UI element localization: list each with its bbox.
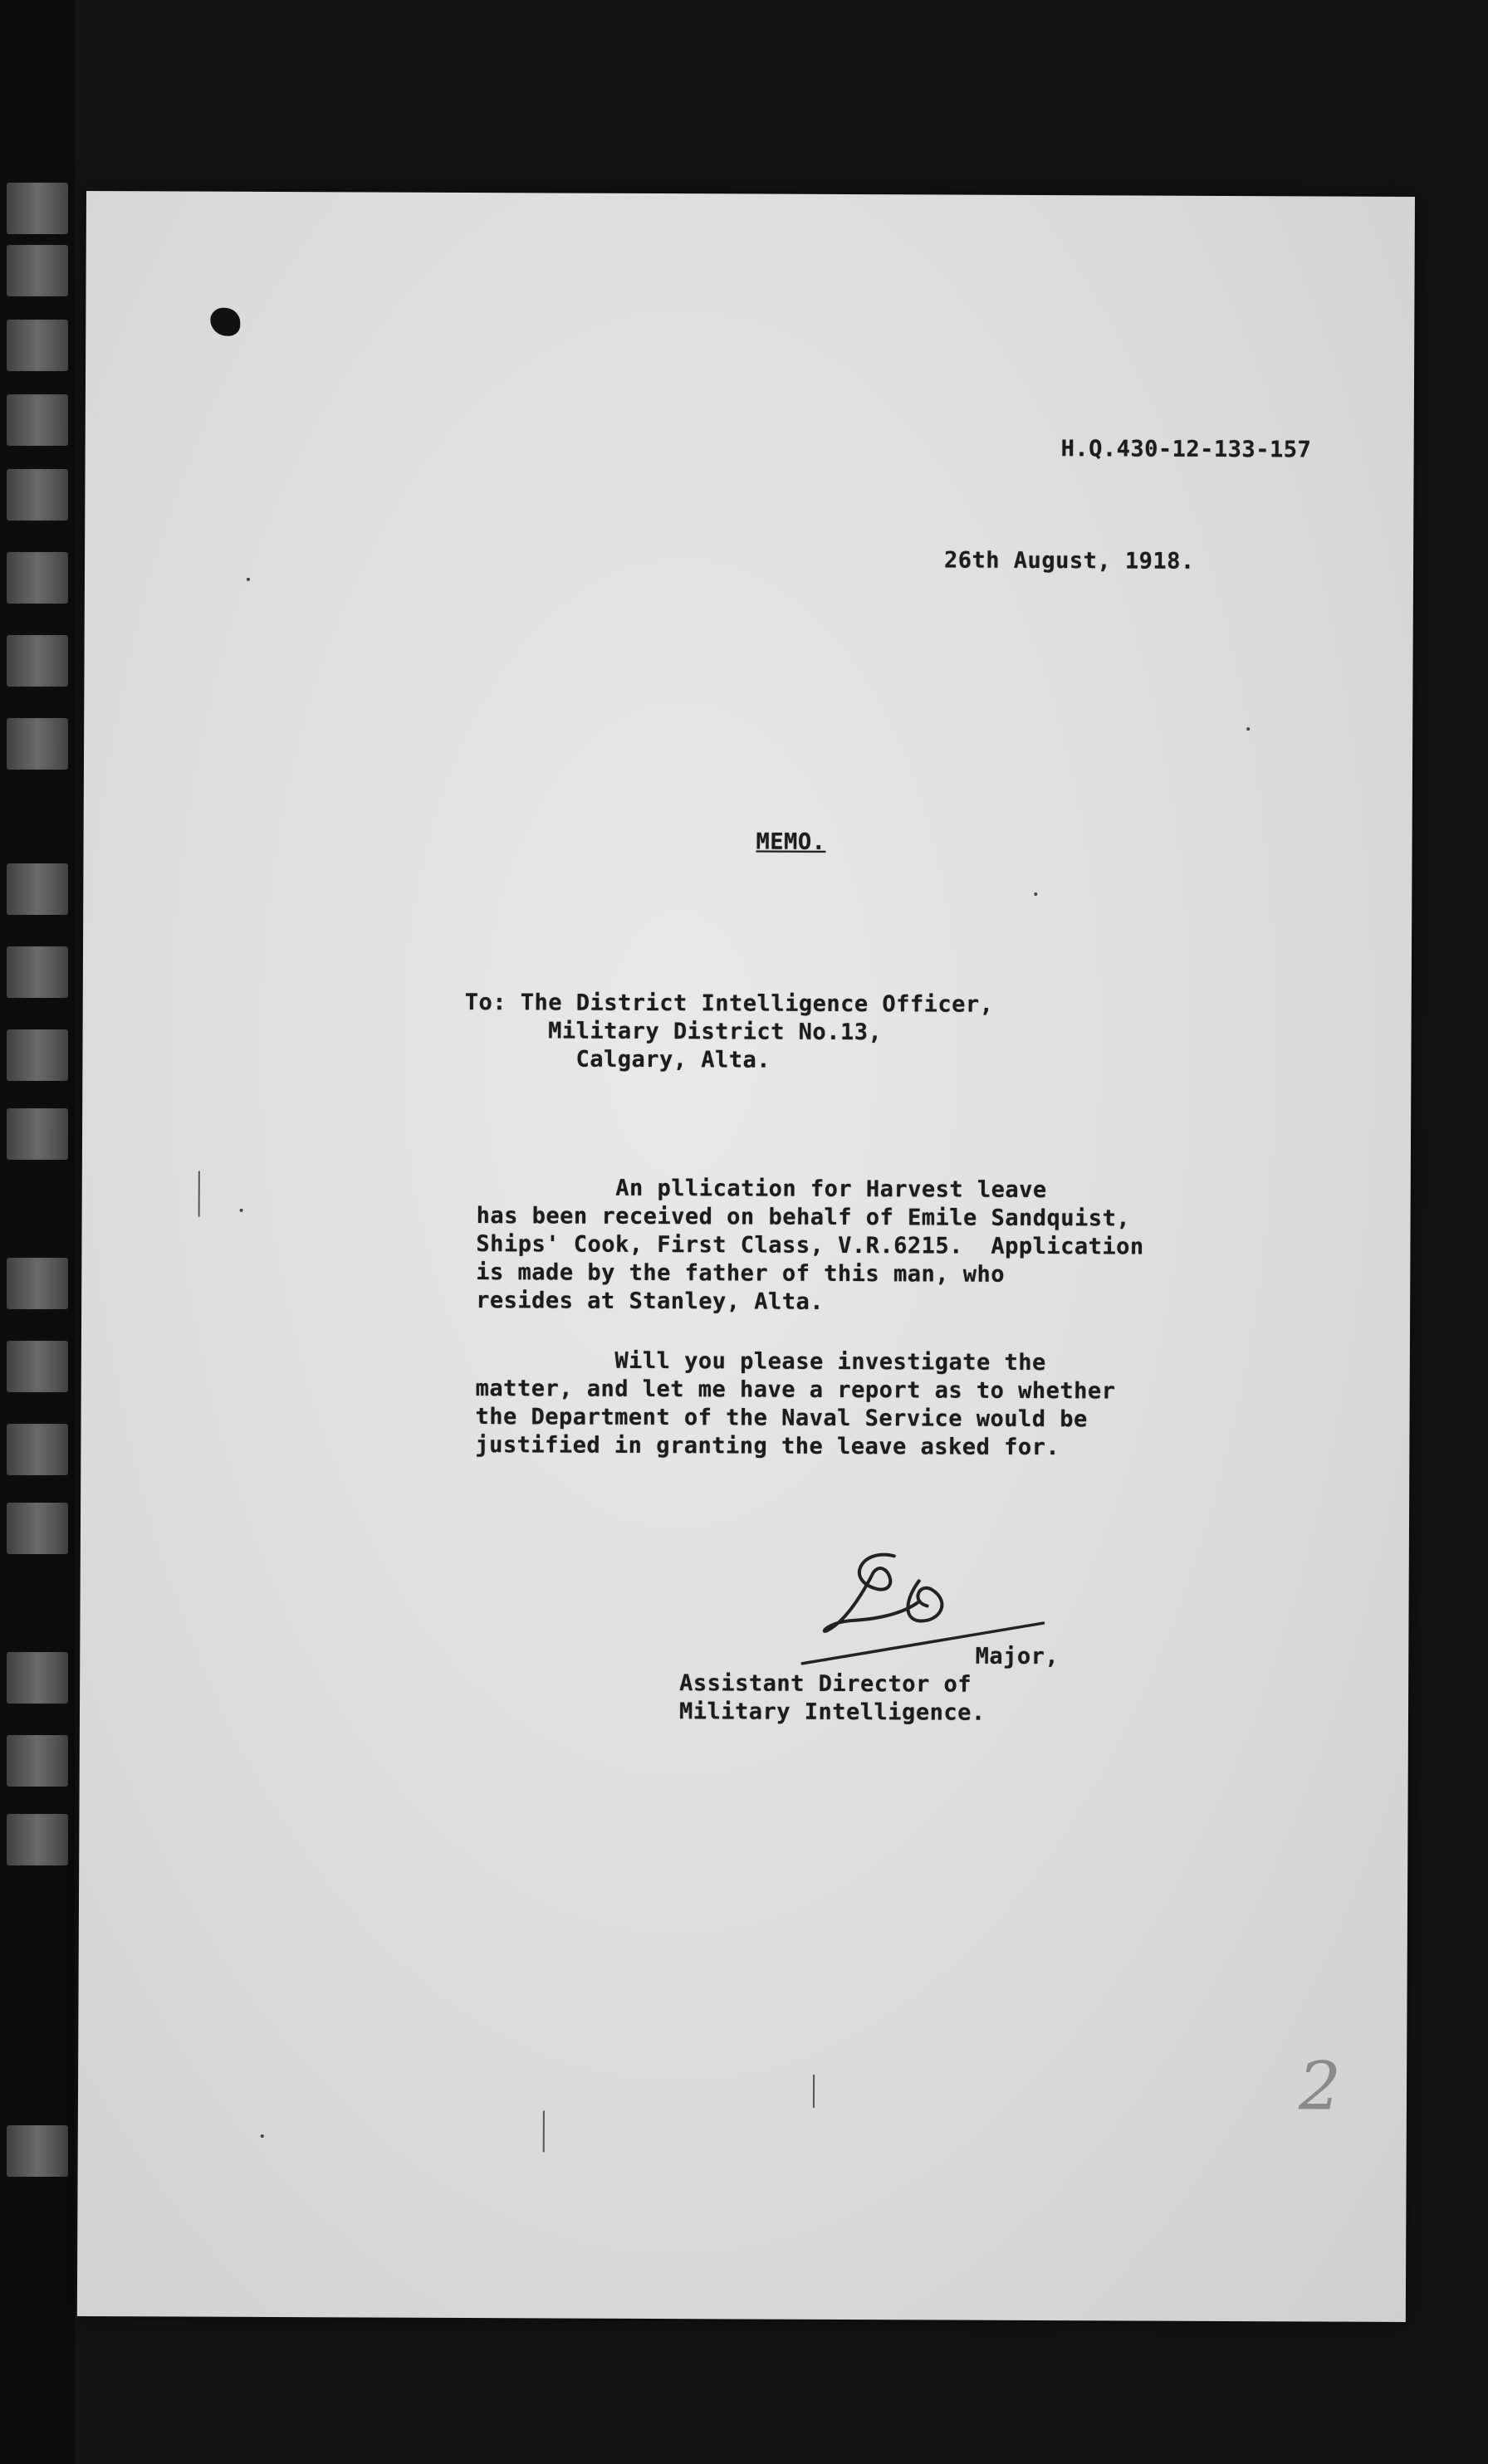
body-line: An pllication for Harvest leave <box>476 1175 1047 1204</box>
film-perforation <box>7 320 68 371</box>
memo-date: 26th August, 1918. <box>944 547 1195 574</box>
film-perforation <box>7 718 68 770</box>
film-scratch <box>543 2110 545 2152</box>
memo-page <box>77 191 1415 2322</box>
address-line: To: The District Intelligence Officer, <box>464 989 994 1018</box>
body-line: justified in granting the leave asked for. <box>475 1432 1060 1461</box>
film-strip <box>0 0 75 2464</box>
signature-line: Military Intelligence. <box>678 1699 986 1726</box>
body-line: Ships' Cook, First Class, V.R.6215. Application <box>476 1231 1144 1260</box>
film-perforation <box>7 1258 68 1309</box>
film-perforation <box>7 2125 68 2177</box>
film-perforation <box>7 1814 68 1865</box>
reference-number: H.Q.430-12-133-157 <box>1060 436 1312 463</box>
body-line: has been received on behalf of Emile Sandquist, <box>476 1203 1131 1232</box>
page-number: 2 <box>1298 2047 1342 2125</box>
film-perforation <box>7 552 68 604</box>
body-line: matter, and let me have a report as to whether <box>475 1376 1116 1405</box>
body-line: the Department of the Naval Service would be <box>475 1404 1088 1433</box>
address-line: Calgary, Alta. <box>464 1045 771 1073</box>
film-perforation <box>7 1735 68 1787</box>
film-perforation <box>7 863 68 915</box>
dust-speck <box>1034 892 1037 896</box>
body-line: is made by the father of this man, who <box>476 1259 1006 1288</box>
ink-blot <box>210 308 240 336</box>
film-perforation <box>7 1029 68 1081</box>
film-scratch <box>198 1171 200 1217</box>
body-line: Will you please investigate the <box>475 1347 1046 1376</box>
film-perforation <box>7 1424 68 1475</box>
film-perforation <box>7 394 68 446</box>
film-perforation <box>7 1341 68 1392</box>
film-perforation <box>7 469 68 521</box>
memo-title: MEMO. <box>756 829 826 855</box>
dust-speck <box>240 1209 243 1212</box>
film-scratch <box>813 2075 815 2108</box>
dust-speck <box>1246 727 1250 731</box>
film-perforation <box>7 1108 68 1160</box>
dust-speck <box>261 2134 264 2138</box>
signature-line: Assistant Director of <box>679 1670 972 1698</box>
film-perforation <box>7 1503 68 1554</box>
film-perforation <box>7 183 68 234</box>
body-line: resides at Stanley, Alta. <box>476 1288 825 1315</box>
film-perforation <box>7 245 68 296</box>
film-perforation <box>7 946 68 998</box>
film-perforation <box>7 1652 68 1704</box>
signature-line: Major, <box>711 1642 1060 1670</box>
address-line: Military District No.13, <box>464 1017 883 1046</box>
film-perforation <box>7 635 68 687</box>
dust-speck <box>247 578 250 581</box>
